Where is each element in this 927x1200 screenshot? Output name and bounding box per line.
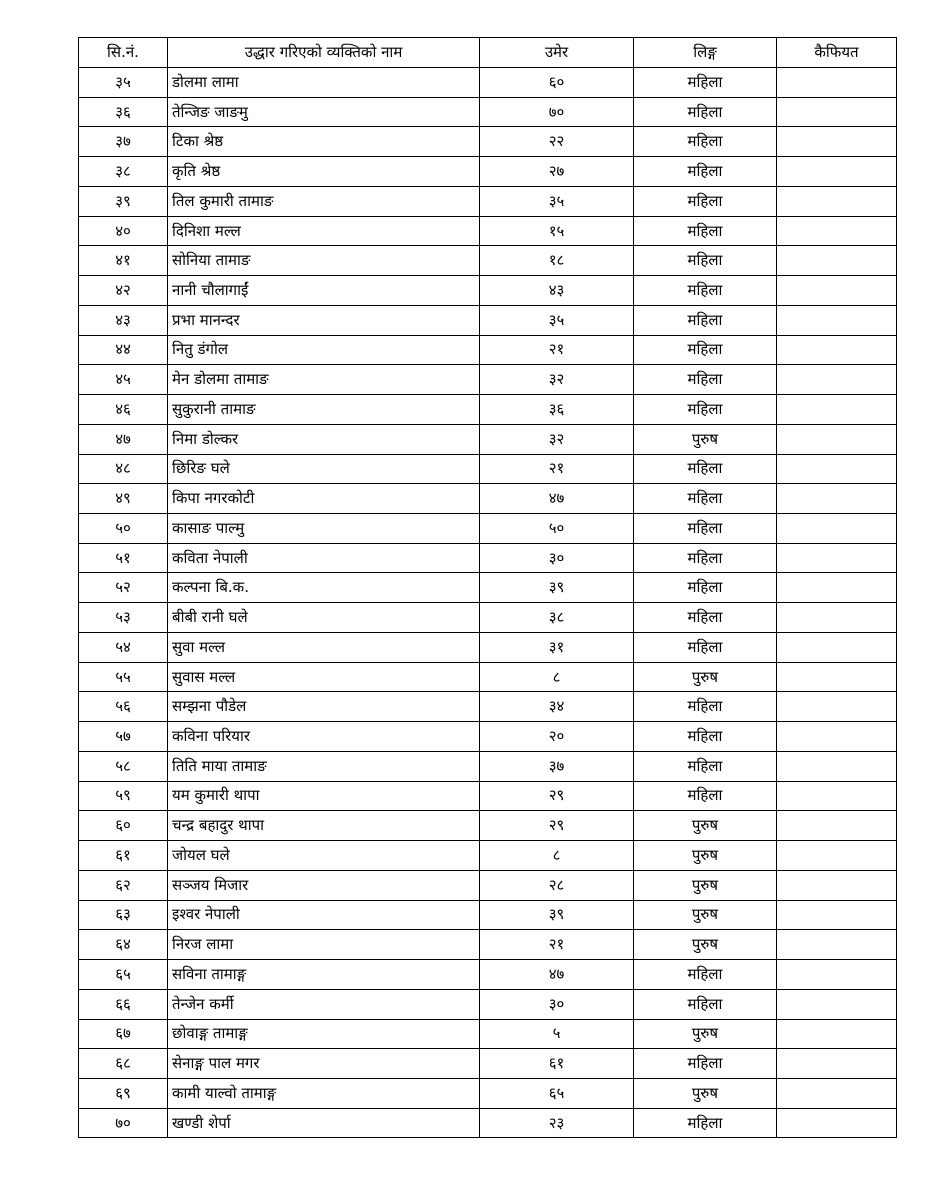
cell-name: किपा नगरकोटी (168, 484, 480, 514)
cell-remarks (777, 305, 897, 335)
table-row (79, 811, 897, 841)
cell-remarks (777, 395, 897, 425)
cell-remarks (777, 662, 897, 692)
cell-name: छिरिङ घले (168, 454, 480, 484)
cell-gender: महिला (634, 186, 777, 216)
cell-age: ६० (480, 68, 634, 98)
cell-gender: महिला (634, 960, 777, 990)
cell-name: दिनिशा मल्ल (168, 216, 480, 246)
cell-age: ३० (480, 543, 634, 573)
table-row (79, 68, 897, 98)
cell-remarks (777, 454, 897, 484)
table-row (79, 1049, 897, 1079)
table-row (79, 246, 897, 276)
cell-remarks (777, 276, 897, 306)
cell-gender: महिला (634, 573, 777, 603)
cell-name: छोवाङ्ग तामाङ्ग (168, 1019, 480, 1049)
cell-age: २० (480, 722, 634, 752)
cell-gender: महिला (634, 722, 777, 752)
cell-gender: पुरुष (634, 1019, 777, 1049)
cell-gender: महिला (634, 454, 777, 484)
table-body (79, 68, 897, 1138)
cell-name: चन्द्र बहादुर थापा (168, 811, 480, 841)
cell-age: ३१ (480, 632, 634, 662)
cell-gender: महिला (634, 68, 777, 98)
cell-gender: महिला (634, 305, 777, 335)
cell-gender: महिला (634, 276, 777, 306)
cell-remarks (777, 157, 897, 187)
table-row (79, 157, 897, 187)
cell-gender: महिला (634, 1108, 777, 1138)
cell-age: ६१ (480, 1049, 634, 1079)
cell-age: १५ (480, 216, 634, 246)
cell-remarks (777, 543, 897, 573)
cell-age: ५० (480, 514, 634, 544)
cell-serial: ४६ (79, 395, 168, 425)
cell-serial: ५७ (79, 722, 168, 752)
cell-age: ३५ (480, 186, 634, 216)
cell-name: कल्पना बि.क. (168, 573, 480, 603)
cell-age: ३८ (480, 603, 634, 633)
cell-remarks (777, 68, 897, 98)
cell-name: सम्झना पौडेल (168, 692, 480, 722)
cell-gender: पुरुष (634, 900, 777, 930)
table-row (79, 692, 897, 722)
cell-remarks (777, 870, 897, 900)
cell-age: २३ (480, 1108, 634, 1138)
cell-name: प्रभा मानन्दर (168, 305, 480, 335)
table-row (79, 216, 897, 246)
cell-name: सविना तामाङ्ग (168, 960, 480, 990)
cell-gender: पुरुष (634, 662, 777, 692)
cell-remarks (777, 960, 897, 990)
cell-remarks (777, 1108, 897, 1138)
cell-serial: ६६ (79, 989, 168, 1019)
cell-remarks (777, 127, 897, 157)
cell-gender: महिला (634, 692, 777, 722)
cell-serial: ६५ (79, 960, 168, 990)
cell-remarks (777, 722, 897, 752)
cell-serial: ५५ (79, 662, 168, 692)
cell-name: यम कुमारी थापा (168, 781, 480, 811)
table-row (79, 514, 897, 544)
cell-name: इश्वर नेपाली (168, 900, 480, 930)
cell-gender: महिला (634, 365, 777, 395)
cell-remarks (777, 484, 897, 514)
cell-name: तिति माया तामाङ (168, 751, 480, 781)
cell-name: खण्डी शेर्पा (168, 1108, 480, 1138)
cell-serial: ६८ (79, 1049, 168, 1079)
cell-remarks (777, 1049, 897, 1079)
header-gender: लिङ्ग (634, 38, 777, 68)
cell-remarks (777, 514, 897, 544)
cell-age: ८ (480, 841, 634, 871)
cell-serial: ४३ (79, 305, 168, 335)
cell-remarks (777, 365, 897, 395)
cell-name: निरज लामा (168, 930, 480, 960)
table-row (79, 454, 897, 484)
table-row (79, 186, 897, 216)
header-remarks: कैफियत (777, 38, 897, 68)
cell-serial: ३९ (79, 186, 168, 216)
cell-remarks (777, 632, 897, 662)
cell-serial: ४० (79, 216, 168, 246)
cell-age: ४३ (480, 276, 634, 306)
cell-gender: पुरुष (634, 930, 777, 960)
cell-name: कामी याल्वो तामाङ्ग (168, 1078, 480, 1108)
cell-age: ३६ (480, 395, 634, 425)
cell-name: सुवास मल्ल (168, 662, 480, 692)
cell-serial: ७० (79, 1108, 168, 1138)
cell-gender: महिला (634, 335, 777, 365)
header-row (79, 38, 897, 68)
cell-serial: ५८ (79, 751, 168, 781)
table-row (79, 930, 897, 960)
cell-gender: महिला (634, 781, 777, 811)
cell-age: २७ (480, 157, 634, 187)
header-name: उद्धार गरिएको व्यक्तिको नाम (168, 38, 480, 68)
cell-remarks (777, 1019, 897, 1049)
table-row (79, 97, 897, 127)
table-row (79, 870, 897, 900)
header-serial: सि.नं. (79, 38, 168, 68)
table-row (79, 305, 897, 335)
cell-serial: ४२ (79, 276, 168, 306)
cell-serial: ६२ (79, 870, 168, 900)
cell-age: २१ (480, 930, 634, 960)
cell-gender: महिला (634, 989, 777, 1019)
table-row (79, 127, 897, 157)
cell-age: २९ (480, 811, 634, 841)
cell-serial: ६० (79, 811, 168, 841)
cell-name: तेन्जेन कर्मी (168, 989, 480, 1019)
cell-age: ६५ (480, 1078, 634, 1108)
cell-name: बीबी रानी घले (168, 603, 480, 633)
cell-serial: ४४ (79, 335, 168, 365)
cell-age: ३९ (480, 900, 634, 930)
cell-remarks (777, 603, 897, 633)
table-row (79, 335, 897, 365)
cell-age: २१ (480, 335, 634, 365)
cell-gender: महिला (634, 246, 777, 276)
cell-name: निमा डोल्कर (168, 424, 480, 454)
cell-serial: ६१ (79, 841, 168, 871)
cell-remarks (777, 97, 897, 127)
table-row (79, 900, 897, 930)
cell-age: २१ (480, 454, 634, 484)
cell-age: ३९ (480, 573, 634, 603)
cell-name: टिका श्रेष्ठ (168, 127, 480, 157)
cell-age: ३७ (480, 751, 634, 781)
cell-serial: ६३ (79, 900, 168, 930)
table-row (79, 365, 897, 395)
cell-serial: ४८ (79, 454, 168, 484)
table-row (79, 276, 897, 306)
cell-serial: ६७ (79, 1019, 168, 1049)
cell-remarks (777, 246, 897, 276)
table-row (79, 543, 897, 573)
cell-serial: ४५ (79, 365, 168, 395)
cell-gender: महिला (634, 127, 777, 157)
cell-gender: पुरुष (634, 870, 777, 900)
cell-gender: महिला (634, 157, 777, 187)
cell-name: कृति श्रेष्ठ (168, 157, 480, 187)
cell-age: १८ (480, 246, 634, 276)
cell-name: सोनिया तामाङ (168, 246, 480, 276)
cell-remarks (777, 1078, 897, 1108)
cell-gender: महिला (634, 97, 777, 127)
cell-age: ३२ (480, 424, 634, 454)
cell-remarks (777, 811, 897, 841)
cell-serial: ४१ (79, 246, 168, 276)
cell-name: तिल कुमारी तामाङ (168, 186, 480, 216)
cell-name: मेन डोलमा तामाङ (168, 365, 480, 395)
cell-name: सुवा मल्ल (168, 632, 480, 662)
table-row (79, 841, 897, 871)
table-row (79, 573, 897, 603)
cell-gender: पुरुष (634, 811, 777, 841)
table-row (79, 484, 897, 514)
cell-remarks (777, 573, 897, 603)
cell-name: सञ्जय मिजार (168, 870, 480, 900)
cell-gender: पुरुष (634, 424, 777, 454)
cell-gender: महिला (634, 603, 777, 633)
cell-gender: महिला (634, 543, 777, 573)
table-row (79, 751, 897, 781)
cell-remarks (777, 424, 897, 454)
table-row (79, 1019, 897, 1049)
cell-gender: महिला (634, 632, 777, 662)
cell-serial: ५३ (79, 603, 168, 633)
cell-name: सेनाङ्ग पाल मगर (168, 1049, 480, 1079)
cell-name: नितु डंगोल (168, 335, 480, 365)
cell-serial: ६४ (79, 930, 168, 960)
table-row (79, 1108, 897, 1138)
cell-serial: ४९ (79, 484, 168, 514)
cell-serial: ५२ (79, 573, 168, 603)
cell-age: ४७ (480, 484, 634, 514)
table-row (79, 632, 897, 662)
cell-remarks (777, 692, 897, 722)
cell-serial: ३५ (79, 68, 168, 98)
cell-gender: पुरुष (634, 841, 777, 871)
cell-remarks (777, 216, 897, 246)
cell-gender: महिला (634, 1049, 777, 1079)
cell-serial: ५१ (79, 543, 168, 573)
table-row (79, 781, 897, 811)
cell-age: २९ (480, 781, 634, 811)
cell-name: नानी चौलागाईं (168, 276, 480, 306)
cell-age: ३५ (480, 305, 634, 335)
cell-age: ३४ (480, 692, 634, 722)
cell-gender: महिला (634, 395, 777, 425)
cell-age: ५ (480, 1019, 634, 1049)
cell-serial: ५४ (79, 632, 168, 662)
cell-remarks (777, 751, 897, 781)
cell-age: ८ (480, 662, 634, 692)
header-age: उमेर (480, 38, 634, 68)
cell-name: तेन्जिङ जाङमु (168, 97, 480, 127)
cell-gender: महिला (634, 216, 777, 246)
cell-serial: ३६ (79, 97, 168, 127)
cell-serial: ४७ (79, 424, 168, 454)
cell-remarks (777, 989, 897, 1019)
cell-gender: महिला (634, 751, 777, 781)
cell-serial: ५० (79, 514, 168, 544)
cell-gender: महिला (634, 484, 777, 514)
table-row (79, 662, 897, 692)
cell-name: कविना परियार (168, 722, 480, 752)
cell-age: ३२ (480, 365, 634, 395)
table-header (79, 38, 897, 68)
cell-age: ७० (480, 97, 634, 127)
cell-name: डोलमा लामा (168, 68, 480, 98)
cell-age: ४७ (480, 960, 634, 990)
cell-gender: महिला (634, 514, 777, 544)
rescued-persons-table (78, 37, 897, 1138)
table-row (79, 989, 897, 1019)
table-row (79, 603, 897, 633)
cell-remarks (777, 781, 897, 811)
cell-name: जोयल घले (168, 841, 480, 871)
table-row (79, 960, 897, 990)
cell-age: २२ (480, 127, 634, 157)
cell-remarks (777, 900, 897, 930)
cell-name: कासाङ पाल्मु (168, 514, 480, 544)
table-row (79, 1078, 897, 1108)
cell-age: ३० (480, 989, 634, 1019)
table-row (79, 722, 897, 752)
cell-name: कविता नेपाली (168, 543, 480, 573)
cell-serial: ३८ (79, 157, 168, 187)
cell-remarks (777, 186, 897, 216)
cell-serial: ५६ (79, 692, 168, 722)
cell-gender: पुरुष (634, 1078, 777, 1108)
cell-serial: ३७ (79, 127, 168, 157)
cell-remarks (777, 930, 897, 960)
cell-name: सुकुरानी तामाङ (168, 395, 480, 425)
cell-remarks (777, 335, 897, 365)
cell-serial: ६९ (79, 1078, 168, 1108)
cell-serial: ५९ (79, 781, 168, 811)
cell-age: २८ (480, 870, 634, 900)
table-row (79, 395, 897, 425)
table-row (79, 424, 897, 454)
cell-remarks (777, 841, 897, 871)
